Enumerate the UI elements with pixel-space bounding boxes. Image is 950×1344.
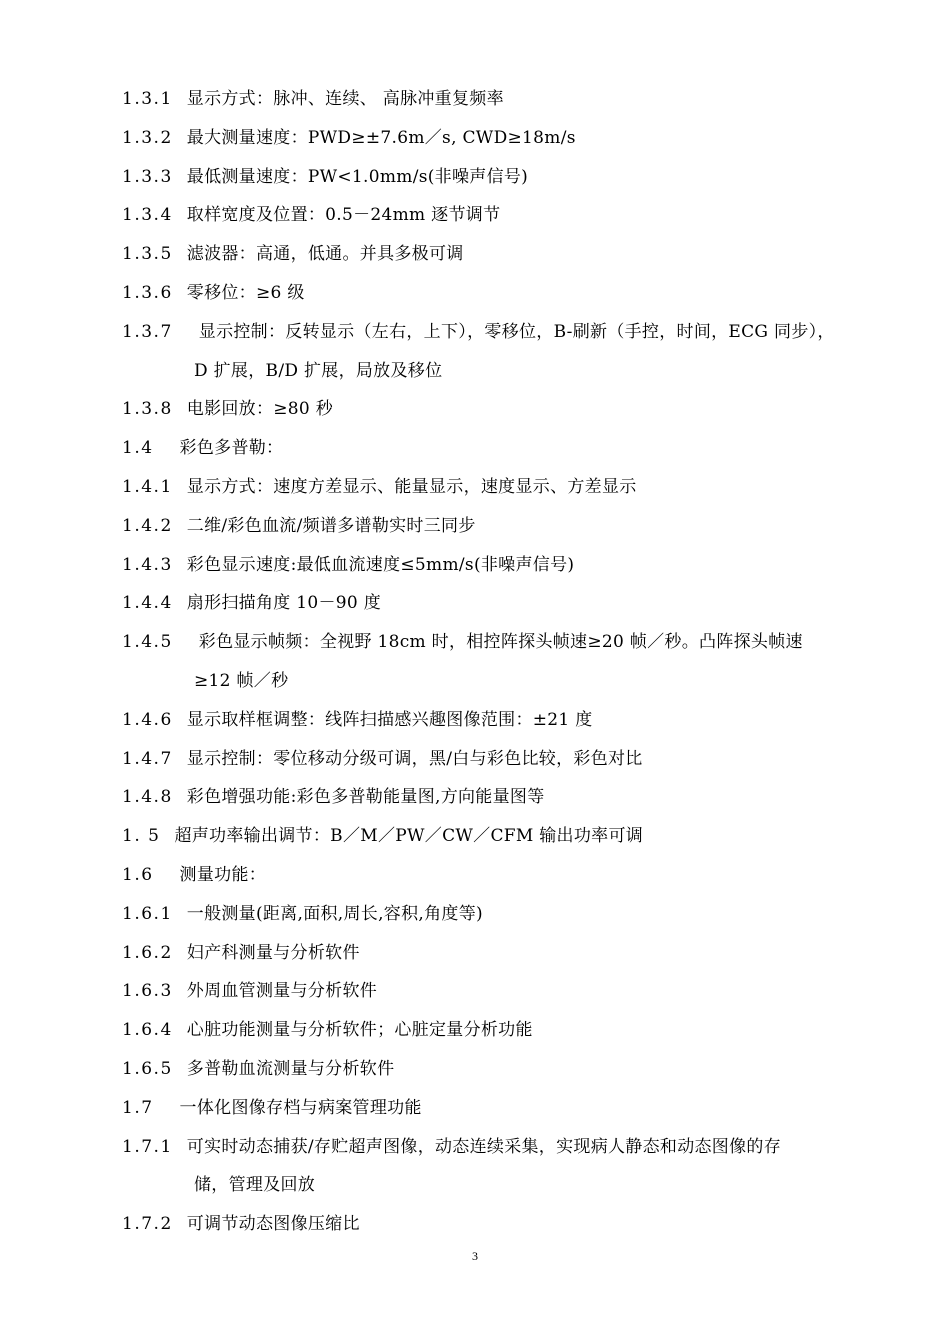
section-number: 1.4.3 [122, 554, 173, 575]
spec-line [122, 1050, 882, 1089]
section-number: 1.3.7 [122, 321, 173, 342]
spec-line [122, 623, 882, 662]
spec-line-continuation [122, 1166, 882, 1205]
spec-line [122, 740, 882, 779]
section-number: 1. 5 [122, 826, 161, 847]
section-text: 电影回放：≥80 秒 [186, 399, 334, 420]
section-number: 1.3.6 [122, 282, 173, 303]
section-number: 1.3.3 [122, 166, 173, 187]
section-text: D 扩展，B/D 扩展，局放及移位 [194, 360, 443, 381]
section-text: 零移位：≥6 级 [186, 282, 305, 303]
section-number: 1.4.8 [122, 787, 173, 808]
page-number: 3 [472, 1249, 478, 1263]
spec-line-continuation [122, 662, 882, 701]
section-text: 最低测量速度：PW<1.0mm/s(非噪声信号) [186, 166, 529, 187]
spec-line [122, 701, 882, 740]
section-number: 1.3.1 [122, 89, 173, 109]
spec-line [122, 119, 882, 158]
section-text: 可调节动态图像压缩比 [186, 1214, 360, 1235]
spec-list [122, 80, 882, 1244]
section-text: 显示方式：速度方差显示、能量显示，速度显示、方差显示 [186, 476, 637, 497]
spec-line [122, 1011, 882, 1050]
section-number: 1.3.4 [122, 205, 173, 226]
spec-line [122, 584, 882, 623]
spec-line [122, 507, 882, 546]
section-text: 彩色显示帧频：全视野 18cm 时，相控阵探头帧速≥20 帧／秒。凸阵探头帧速 [198, 632, 803, 653]
section-text: 彩色显示速度:最低血流速度≤5mm/s(非噪声信号) [186, 554, 575, 575]
section-number: 1.7 [122, 1097, 154, 1118]
section-heading [122, 1089, 882, 1128]
spec-line [122, 972, 882, 1011]
spec-line [122, 313, 882, 352]
section-text: 一体化图像存档与病案管理功能 [179, 1097, 422, 1118]
section-text: 储，管理及回放 [194, 1175, 316, 1196]
spec-line [122, 274, 882, 313]
section-number: 1.3.2 [122, 127, 173, 148]
section-number: 1.6.5 [122, 1058, 173, 1079]
section-number: 1.4.1 [122, 476, 173, 497]
spec-line [122, 390, 882, 429]
spec-line [122, 934, 882, 973]
section-number: 1.4 [122, 438, 154, 459]
section-text: 妇产科测量与分析软件 [186, 942, 360, 963]
section-number: 1.4.4 [122, 593, 173, 614]
section-number: 1.6.4 [122, 1020, 173, 1041]
spec-line [122, 1205, 882, 1244]
section-number: 1.6.2 [122, 942, 173, 963]
section-number: 1.4.6 [122, 709, 173, 730]
section-number: 1.6 [122, 864, 154, 885]
section-number: 1.6.3 [122, 981, 173, 1002]
section-number: 1.6.1 [122, 903, 173, 924]
spec-line [122, 1128, 882, 1167]
spec-line [122, 468, 882, 507]
section-text: 多普勒血流测量与分析软件 [186, 1058, 395, 1079]
section-number: 1.3.5 [122, 244, 173, 265]
section-text: 滤波器：高通，低通。并具多极可调 [186, 244, 464, 265]
section-heading [122, 856, 882, 895]
section-text: ≥12 帧／秒 [194, 670, 289, 691]
section-number: 1.4.5 [122, 632, 173, 653]
section-number: 1.3.8 [122, 399, 173, 420]
section-heading [122, 429, 882, 468]
section-text: 彩色增强功能:彩色多普勒能量图,方向能量图等 [186, 787, 545, 808]
spec-line [122, 158, 882, 197]
spec-line [122, 895, 882, 934]
section-text: 外周血管测量与分析软件 [186, 981, 378, 1002]
section-number: 1.7.1 [122, 1136, 173, 1157]
section-text: 彩色多普勒： [179, 438, 284, 459]
spec-line [122, 235, 882, 274]
spec-line-continuation [122, 352, 882, 391]
section-text: 显示控制：反转显示（左右，上下），零移位，B-刷新（手控，时间，ECG 同步）， [198, 321, 835, 342]
section-text: 显示控制：零位移动分级可调，黑/白与彩色比较，彩色对比 [186, 748, 643, 769]
section-number: 1.7.2 [122, 1214, 173, 1235]
section-text: 显示方式：脉冲、连续、 高脉冲重复频率 [186, 89, 504, 109]
spec-line [122, 80, 882, 119]
section-heading [122, 817, 882, 856]
section-text: 扇形扫描角度 10－90 度 [186, 593, 382, 614]
section-text: 心脏功能测量与分析软件；心脏定量分析功能 [186, 1020, 533, 1041]
section-text: 一般测量(距离,面积,周长,容积,角度等) [186, 903, 483, 924]
spec-line [122, 778, 882, 817]
section-text: 取样宽度及位置：0.5－24mm 逐节调节 [186, 205, 501, 226]
spec-line [122, 546, 882, 585]
section-text: 显示取样框调整：线阵扫描感兴趣图像范围：±21 度 [186, 709, 593, 730]
section-text: 超声功率输出调节：B／M／PW／CW／CFM 输出功率可调 [174, 826, 644, 847]
section-number: 1.4.2 [122, 515, 173, 536]
section-text: 最大测量速度：PWD≥±7.6m／s, CWD≥18m/s [186, 127, 576, 148]
spec-line [122, 196, 882, 235]
section-text: 可实时动态捕获/存贮超声图像，动态连续采集，实现病人静态和动态图像的存 [186, 1136, 781, 1157]
section-number: 1.4.7 [122, 748, 173, 769]
section-text: 测量功能： [179, 864, 267, 885]
section-text: 二维/彩色血流/频谱多谱勒实时三同步 [186, 515, 476, 536]
